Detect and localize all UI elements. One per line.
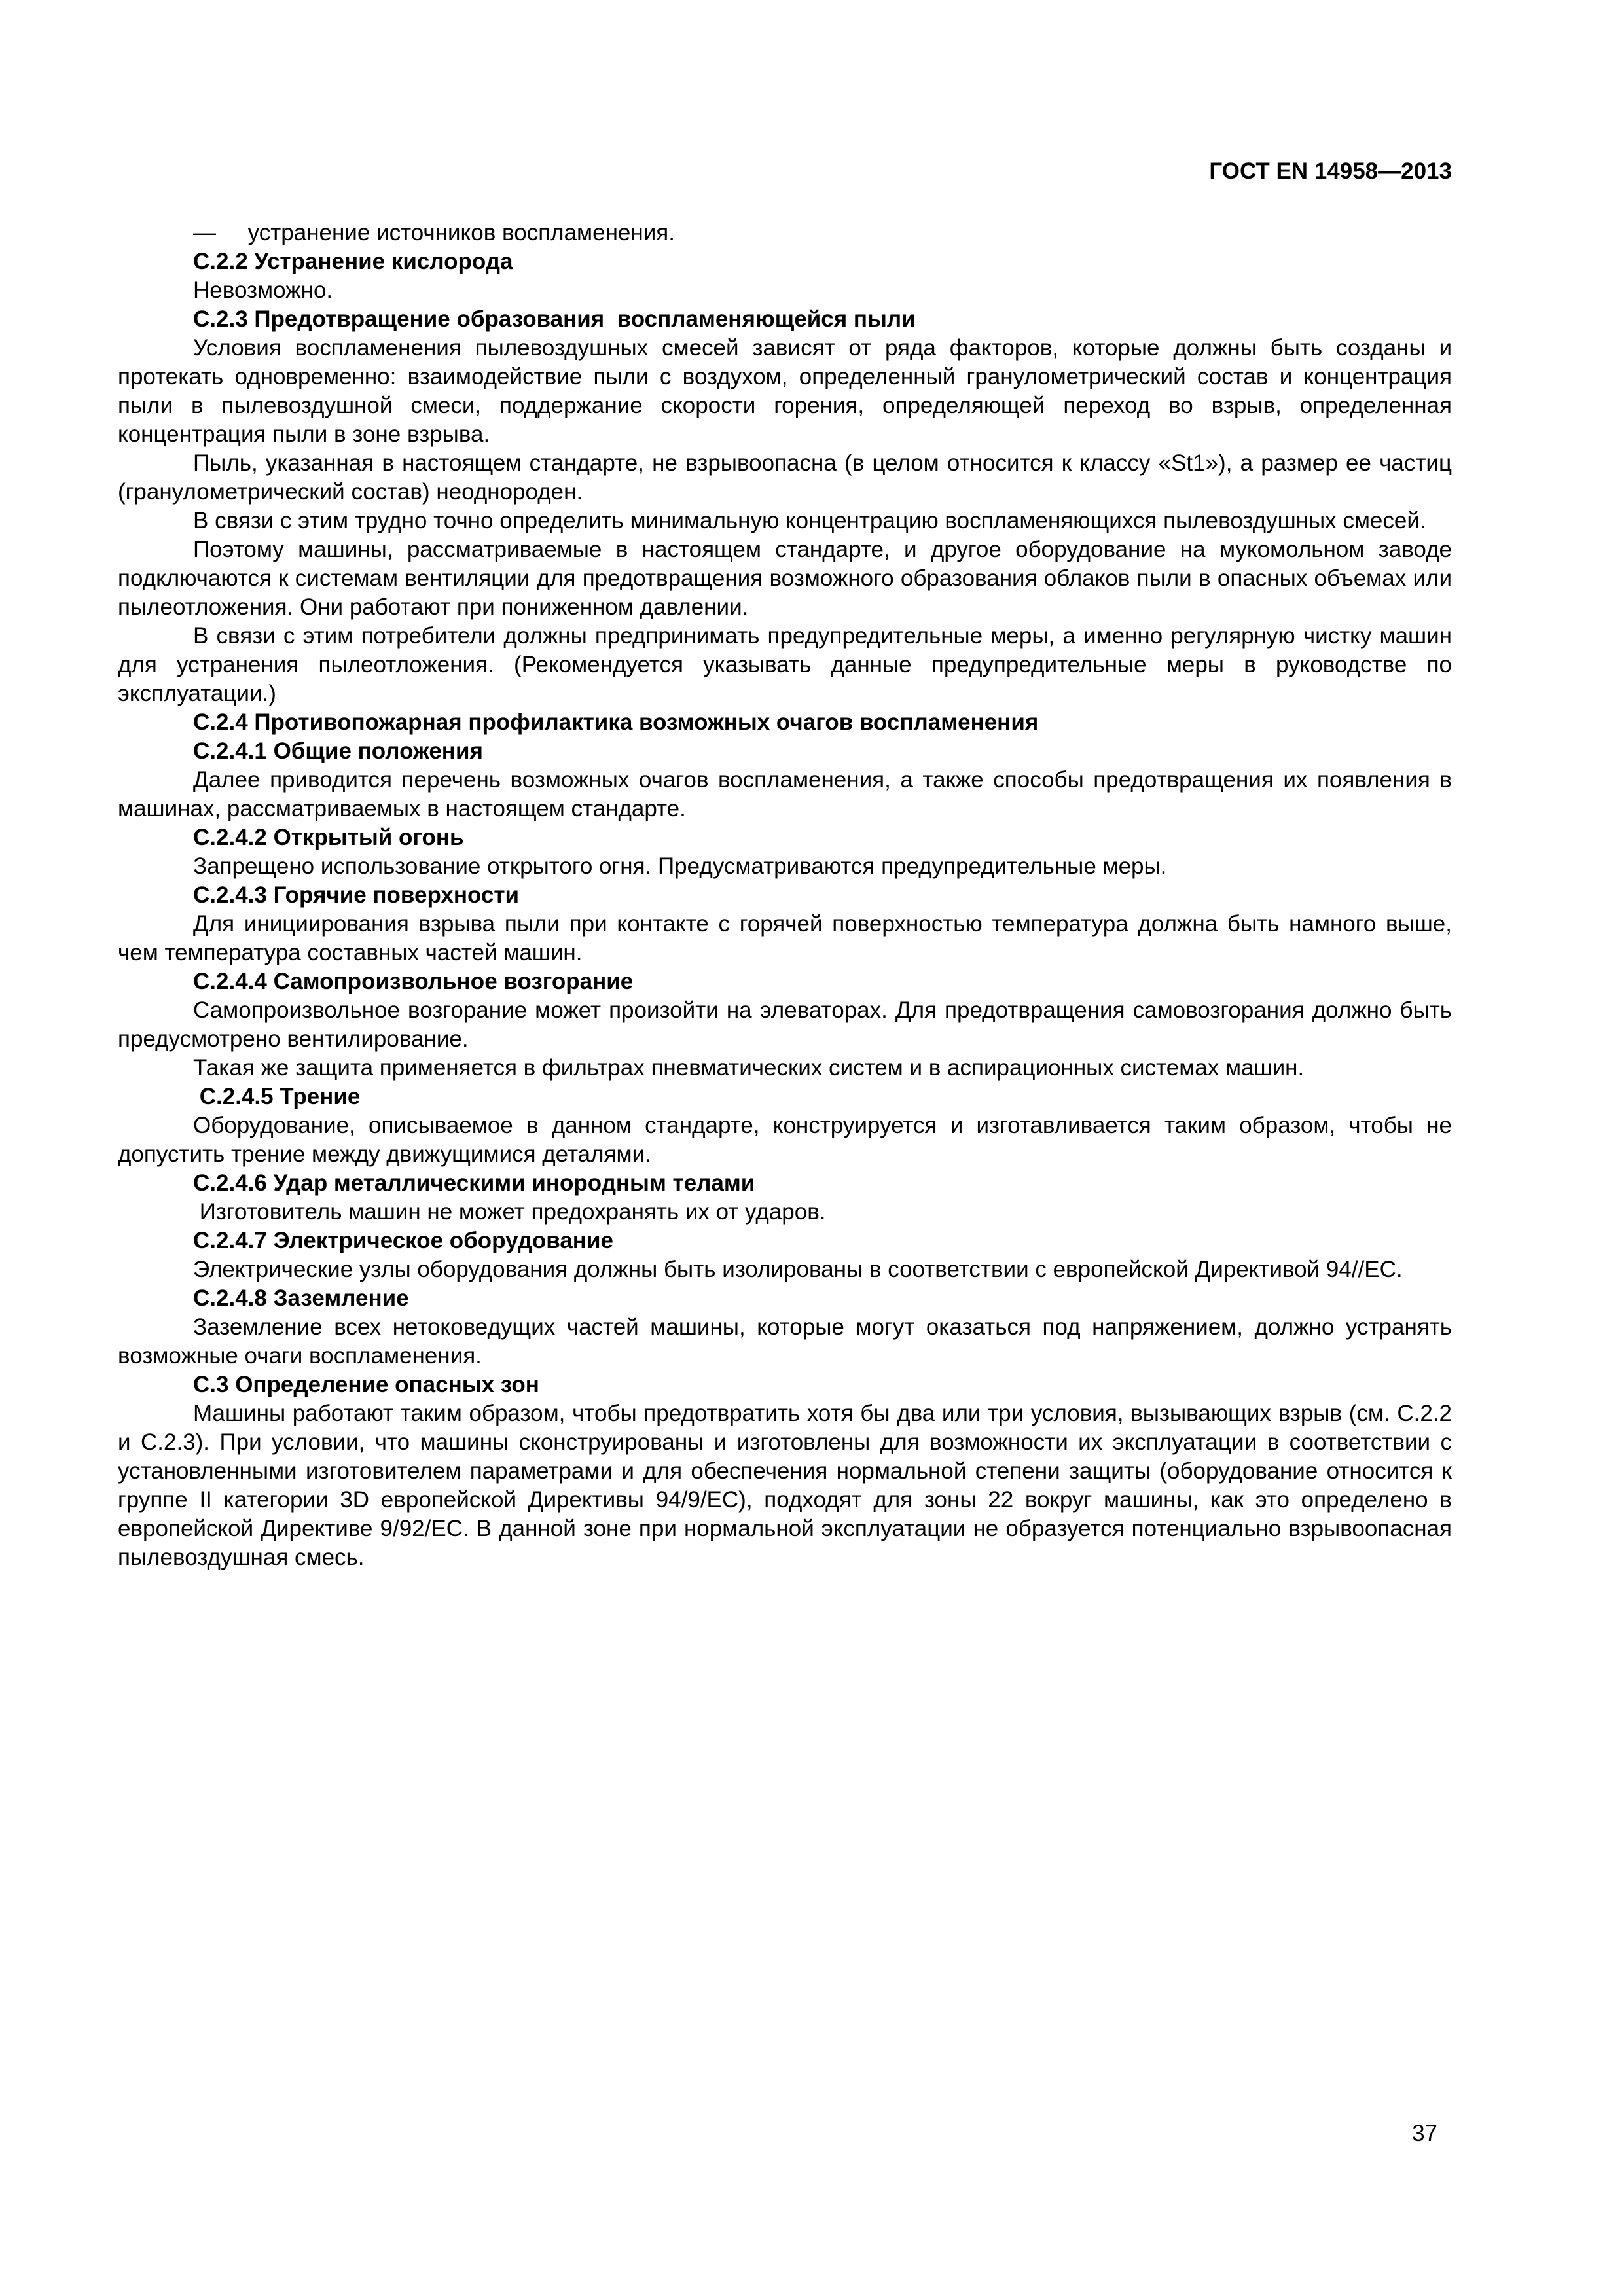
paragraph: Условия воспламенения пылевоздушных смесей зависят от ряда факторов, которые должны быть созданы и протекать одновременно: взаимодействие пыли с воздухом, определенный гранулометрический состав и концентрация пыли в пылевоздушной смеси, поддержание скорости горения, определяющей переход во взрыв, определенная концентрация пыли в зоне взрыва. [118, 335, 1452, 447]
document-header [118, 157, 1452, 186]
section-heading: С.2.4.3 Горячие поверхности [193, 882, 520, 908]
paragraph: Поэтому машины, рассматриваемые в настоящем стандарте, и другое оборудование на мукомольном заводе подключаются к системам вентиляции для предотвращения возможного образования облаков пыли в опасных объемах или пылеотложения. Они работают при пониженном давлении. [118, 537, 1452, 620]
paragraph: Для инициирования взрыва пыли при контакте с горячей поверхностью температура должна быть намного выше, чем температура составных частей машин. [118, 911, 1452, 965]
section-heading: С.2.4.5 Трение [193, 1084, 361, 1109]
paragraph: Машины работают таким образом, чтобы предотвратить хотя бы два или три условия, вызывающих взрыв (см. С.2.2 и С.2.3). При условии, что машины сконструированы и изготовлены для возможности их эксплуатации в соответствии с установленными изготовителем параметрами и для обеспечения нормальной степени защиты (оборудование относится к группе II категории 3D европейской Директивы 94/9/ЕС), подходят для зоны 22 вокруг машины, как это определено в европейской Директиве 9/92/ЕС. В данной зоне при нормальной эксплуатации не образуется потенциально взрывоопасная пылевоздушная смесь. [118, 1401, 1452, 1570]
paragraph: Запрещено использование открытого огня. Предусматриваются предупредительные меры. [193, 853, 1167, 879]
section-heading: С.2.2 Устранение кислорода [193, 249, 513, 274]
section-heading: С.2.4 Противопожарная профилактика возможных очагов воспламенения [193, 709, 1039, 735]
list-item-dash: — устранение источников воспламенения. [193, 220, 675, 245]
paragraph: Пыль, указанная в настоящем стандарте, не взрывоопасна (в целом относится к классу «St1»), а размер ее частиц (гранулометрический состав) неоднороден. [118, 450, 1452, 505]
paragraph: Оборудование, описываемое в данном стандарте, конструируется и изготавливается таким образом, чтобы не допустить трение между движущимися деталями. [118, 1113, 1452, 1167]
paragraph: Изготовитель машин не может предохранять их от ударов. [193, 1199, 826, 1225]
paragraph: В связи с этим потребители должны предпринимать предупредительные меры, а именно регулярную чистку машин для устранения пылеотложения. (Рекомендуется указывать данные предупредительные меры в руководстве по эксплуатации.) [118, 623, 1452, 706]
section-heading: С.2.4.4 Самопроизвольное возгорание [193, 969, 634, 994]
paragraph: В связи с этим трудно точно определить минимальную концентрацию воспламеняющихся пылевоздушных смесей. [193, 508, 1426, 533]
paragraph: Далее приводится перечень возможных очагов воспламенения, а также способы предотвращения их появления в машинах, рассматриваемых в настоящем стандарте. [118, 767, 1452, 821]
section-heading: С.2.4.8 Заземление [193, 1285, 409, 1311]
document-content [118, 219, 1452, 1572]
doc-number: ГОСТ EN 14958—2013 [1209, 158, 1452, 184]
paragraph: Самопроизвольное возгорание может произойти на элеваторах. Для предотвращения самовозгорания должно быть предусмотрено вентилирование. [118, 997, 1452, 1052]
section-heading: С.3 Определение опасных зон [193, 1372, 539, 1397]
section-heading: С.2.4.7 Электрическое оборудование [193, 1228, 613, 1253]
page-number: 37 [1412, 2121, 1437, 2146]
paragraph: Такая же защита применяется в фильтрах пневматических систем и в аспирационных системах машин. [193, 1055, 1305, 1081]
paragraph: Заземление всех нетоковедущих частей машины, которые могут оказаться под напряжением, должно устранять возможные очаги воспламенения. [118, 1314, 1452, 1369]
paragraph: Электрические узлы оборудования должны быть изолированы в соответствии с европейской Директивой 94//ЕС. [193, 1257, 1403, 1282]
section-heading: С.2.4.6 Удар металлическими инородным телами [193, 1170, 755, 1196]
document-footer [118, 2119, 1437, 2148]
section-heading: С.2.4.1 Общие положения [193, 738, 483, 764]
paragraph: Невозможно. [193, 278, 333, 303]
section-heading: С.2.4.2 Открытый огонь [193, 825, 464, 850]
section-heading: С.2.3 Предотвращение образования воспламеняющейся пыли [193, 306, 916, 332]
